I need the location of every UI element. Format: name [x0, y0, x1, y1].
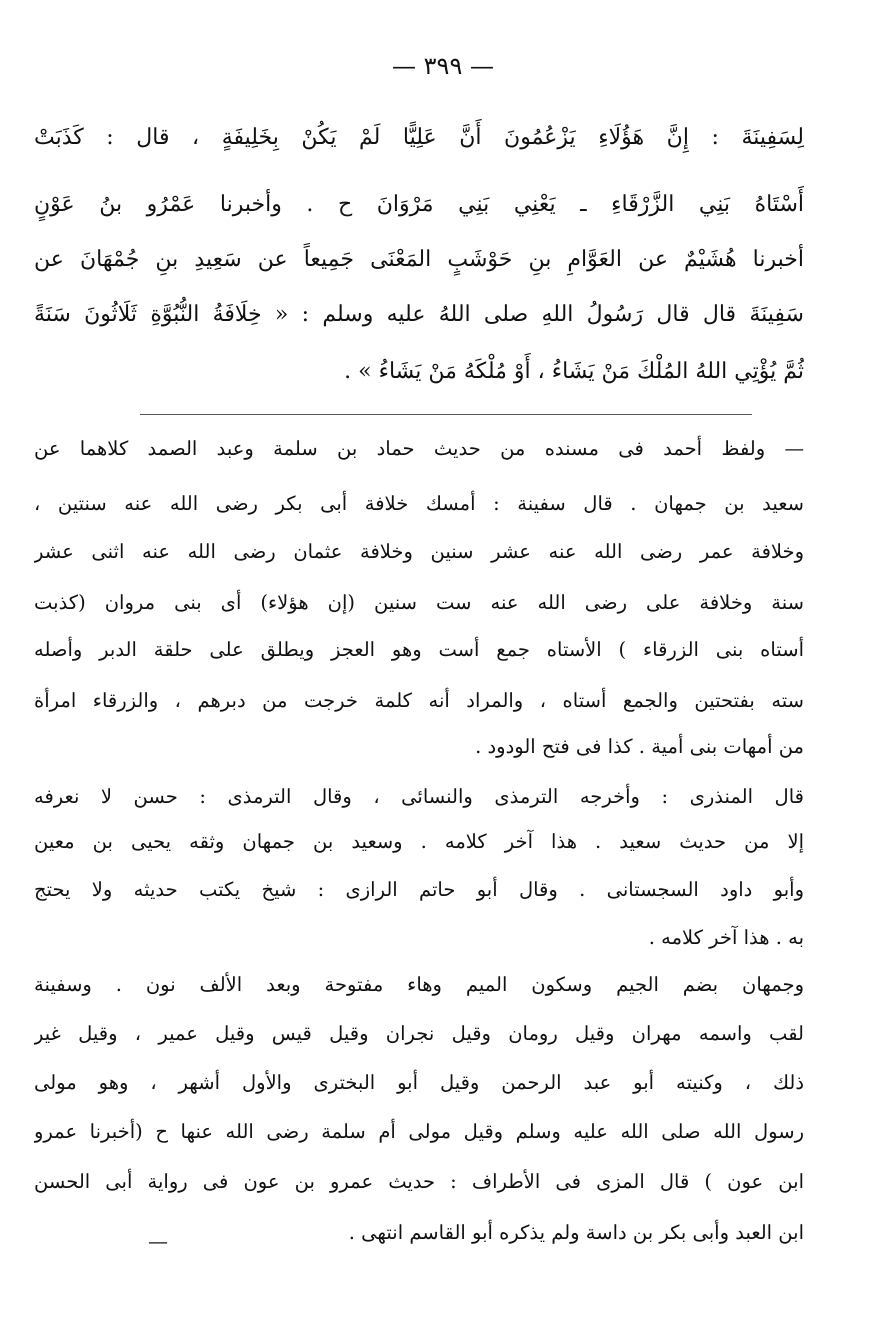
footnote-line: رسول الله صلى الله عليه وسلم وقيل مولى أم سلمة رضى الله عنها ح (أخبرنا عمرو: [34, 1120, 804, 1143]
footnote-line: لقب واسمه مهران وقيل رومان وقيل نجران وقيل قيس وقيل عمير ، وقيل غير: [34, 1022, 804, 1045]
footnote-line: قال المنذرى : وأخرجه الترمذى والنسائى ، وقال الترمذى : حسن لا نعرفه: [34, 785, 804, 808]
footnote-line: وخلافة عمر رضى الله عنه عشر سنين وخلافة عثمان رضى الله عنه اثنى عشر: [34, 540, 804, 563]
footnote-line: إلا من حديث سعيد . هذا آخر كلامه . وسعيد بن جمهان وثقه يحيى بن معين: [34, 830, 804, 853]
main-text-line: لِسَفِينَةَ : إِنَّ هَؤُلَاءِ يَزْعُمُونَ أَنَّ عَلِيًّا لَمْ يَكُنْ بِخَلِيفَةٍ ، قال : كَذَبَتْ: [34, 125, 804, 150]
footnote-line: سته بفتحتين والجمع أستاه ، والمراد أنه كلمة خرجت من دبرهم ، والزرقاء امرأة: [34, 689, 804, 712]
main-text-line: أَسْتَاهُ بَنِي الزَّرْقَاءِ ـ يَعْنِي بَنِي مَرْوَانَ ح . وأخبرنا عَمْرُو بنُ عَوْنٍ: [34, 192, 804, 217]
end-dash: —: [148, 1229, 168, 1253]
footnote-line: ذلك ، وكنيته أبو عبد الرحمن وقيل أبو البخترى والأول أشهر ، وهو مولى: [34, 1071, 804, 1094]
footnote-line: ابن العبد وأبى بكر بن داسة ولم يذكره أبو القاسم انتهى .: [348, 1221, 804, 1244]
footnote-line: وجمهان بضم الجيم وسكون الميم وهاء مفتوحة وبعد الألف نون . وسفينة: [34, 973, 804, 996]
footnote-line: وأبو داود السجستانى . وقال أبو حاتم الرازى : شيخ يكتب حديثه ولا يحتج: [34, 878, 804, 901]
main-text-line: ثُمَّ يُؤْتِي اللهُ المُلْكَ مَنْ يَشَاءُ ، أَوْ مُلْكَهُ مَنْ يَشَاءُ » .: [344, 359, 804, 384]
footnote-line: سعيد بن جمهان . قال سفينة : أمسك خلافة أبى بكر رضى الله عنه سنتين ،: [34, 492, 804, 515]
footnote-line: — ولفظ أحمد فى مسنده من حديث حماد بن سلمة وعبد الصمد كلاهما عن: [34, 437, 804, 460]
footnote-line: أستاه بنى الزرقاء ) الأستاه جمع أست وهو العجز ويطلق على حلقة الدبر وأصله: [34, 638, 804, 661]
main-text-line: أخبرنا هُشَيْمٌ عن العَوَّامِ بنِ حَوْشَبٍ المَعْنَى جَمِيعاً عن سَعِيدِ بنِ جُمْهَانَ عن: [34, 247, 804, 272]
footnote-line: به . هذا آخر كلامه .: [648, 926, 804, 949]
footnote-line: من أمهات بنى أمية . كذا فى فتح الودود .: [475, 735, 804, 758]
footnote-separator: [140, 414, 752, 415]
footnote-line: سنة وخلافة على رضى الله عنه ست سنين (إن هؤلاء) أى بنى مروان (كذبت: [34, 591, 804, 614]
page-number: — ٣٩٩ —: [392, 52, 494, 80]
main-text-line: سَفِينَةَ قال قال رَسُولُ اللهِ صلى اللهُ عليه وسلم : « خِلَافَةُ النُّبُوَّةِ ثَلَاثُونَ سَنَةً: [34, 302, 804, 327]
footnote-line: ابن عون ) قال المزى فى الأطراف : حديث عمرو بن عون فى رواية أبى الحسن: [34, 1170, 804, 1193]
